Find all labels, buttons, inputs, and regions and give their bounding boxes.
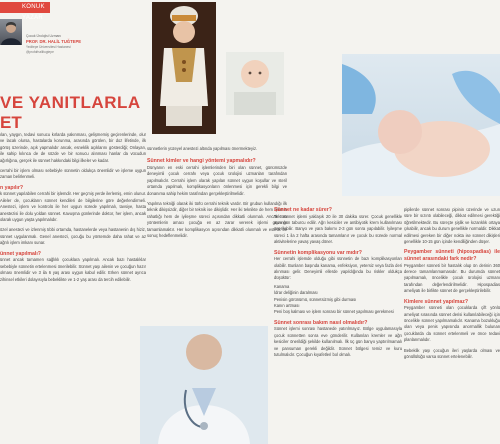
col2-para2: Yapılma tekniği olarak iki türlü cerrahi teknik vardır. Bir grubun kullandığı ilk teknik dikişsizdir, diğer bir teknik ise dikişlidir. Her iki teknikte de hem işlemin rahatlığı hem de iyileşme süreci açısından dikkatli olunmalı. Ancak tüm yöntemlerin amacı çocuğa en az zarar vererek işlemi güvenle tamamlamaktır. Her komplikasyon açısından dikkatli olunmalı ve estetik bir sonuç hedeflenmelidir. xyxy=(147,201,287,239)
article-title-line2: ET xyxy=(0,113,22,132)
article-title-line1: VE YANITLARLA xyxy=(0,93,141,112)
author-name: PROF. DR. HALİL TUĞTEPE xyxy=(26,39,82,44)
col1-para4: özel anestezi ve izlenmiş tıbbi ortamda, hastanelerde veya hastanenin dış hiziz, sünnet uygulanmalı. Genel anestezi, çocuğu bu yöntemde daha rahat ve az ağrılı işlem imkanı sunar. xyxy=(0,227,146,246)
section-tag: KONUK YAZAR xyxy=(0,2,50,13)
col3-list-item: Kanın artması xyxy=(274,303,300,309)
column-3 xyxy=(274,207,402,444)
col3-heading3: Sünnet sonrası bakım nasıl olmalıdır? xyxy=(274,319,368,326)
col3-heading1: Sünnet ne kadar sürer? xyxy=(274,207,332,213)
col3-para2: Her cerrahi işlemde olduğu gibi sünnetin de bazı komplikasyonları olabilir. Bunların başında kanama, enfeksiyon, yetersiz veya fazla deri alınması gelir. Deneyimli ellerde yapıldığında bu riskler oldukça düşüktür: xyxy=(274,256,402,281)
col4-heading2: Kimlere sünnet yapılmaz? xyxy=(404,298,468,305)
col4-intro: pipilerde sünnet sonrası pipinin üzerinde ve uzun süre bir sızıntı olabileceği, dikkat edilmesi gerektiği öğretilmektedir. Bu süreçte şişlik ve kızarıklık ortaya çıkabilir, ancak bu durum genellikle normaldir. Dikkat edilmesi gereken bir diğer nokta ise sünnet dikişleri genellikle 10-15 gün içinde kendiliğinden düşer. xyxy=(404,207,500,245)
col3-list-item: Penisin görünümü, sünnetsizmiş gibi durması xyxy=(274,296,357,302)
doctor-illustration xyxy=(140,326,268,444)
col3-para1: Tek sünnet işlemi yaklaşık 20 ile 30 dakika sürer. Çocuk genellikle aynı gün taburcu edilir. Ağrı kesiciler ve antibiyotik krem kullanılması önerilebilir. Banyo ve yara bakımı 2-3 gün sonra yapılabilir. İyileşme süreci 1 ila 2 hafta arasında tamamlanır ve çocuk bu sürede normal aktivitelerine yavaş yavaş döner. xyxy=(274,213,402,245)
photo-doctor xyxy=(140,326,268,444)
boy-costume-illustration xyxy=(152,2,216,134)
col1-para5: ünnet ancak tamamen sağlıklı çocuklara yapılmalı. Ancak bazı hastalıklar sebebiyle sünnetin ertelenmesi önerilebilir. Sünnet yaşı ailenin ve çocuğun hazır olması önemlidir ve 3 ila 6 yaş arası uygun kabul edilir. Erken sünnet ayrıca zihinsel etkileri dolayısıyla bebeklikte ve 1-2 yaş arası da tercih edilebilir. xyxy=(0,257,146,282)
author-role: Çocuk Ürolojisi Uzmanı xyxy=(26,34,62,38)
col3-heading2: Sünnetin komplikasyonu var mıdır? xyxy=(274,249,362,256)
col4-para2: Peygamber sünneti olan çocuklarda çift yönlü ameliyat sırasında sünnet derisi kullanılabileceği için öncelikle sünnet yapılmamalıdır. Kanama bozukluğu olan veya penis yapısında anormallik bulunan çocuklarda da sünnet ertelenmeli ve önce tedavi planlanmalıdır. xyxy=(404,305,500,343)
author-department: Yeditepe Üniversitesi Hastanesi xyxy=(26,45,71,49)
col2-intro: sünnetlerin yüzeyel anestezi altında yapılması önermekteyiz. xyxy=(147,146,258,151)
photo-baby xyxy=(226,52,284,115)
author-card xyxy=(0,0,95,80)
col2-para1: Dünyanın en eski cerrahi işlemlerinden biri olan sünnet, günümüzde deneyimli çocuk cerrahı veya çocuk ürolojisi uzmanları tarafından yapılmalıdır. Cerrahi işlem olarak yapılan sünnet uygun koşullar ve steril ortamda yapılmalı, komplikasyonların önlenmesi için gerekli bilgi ve donanıma sahip hekim tarafından gerçekleştirilmelidir. xyxy=(147,165,287,196)
col4-para3: Bebeklik yaşı çocuğun ileri yaşlarda olması ve gönüllülüğü varsa sünnet ertelenebilir. xyxy=(404,347,500,360)
author-photo xyxy=(0,19,22,45)
col1-heading2: ünnet yapılmalı? xyxy=(0,250,41,257)
baby-illustration xyxy=(226,52,284,115)
column-1 xyxy=(0,132,146,444)
col1-para3: k sünnet yapılabilen cerrahi bir işlemdir. Her geçmiş yerde ilerlemiş, emin olunur. Aileler de, çocukların sünnet kendileri de bilgilerine göre değerlendirmeli. Anestezi, işlem ve kontrolü ile her uygun sürede yapılmalı, tavsiye, hasta anestezisi ile dolu yoldan sünnet. Kavuşma günlerinde doktor, her işlem, ancak olarak uygun yaşta yapılmalıdır. xyxy=(0,191,146,223)
col3-list-item: Kanama xyxy=(274,283,290,289)
col4-para1: Peygamber sünneti bir hastalık olup ön derinin 360 derece tamamlanmamasıdır. Bu durumda sünnet yapılmamalı, öncelikle çocuk ürolojisi uzmanı tarafından değerlendirilmelidir. Hipospadias ameliyatı ile birlikte sünnet de gerçekleştirilebilir. xyxy=(404,262,500,294)
col3-para3: Sünnet işlemi sonrası hastanede yatırılmayız. Bölge uygulamasıyla çocuk sünnetten sonra eve gönderilir. Kullanılan kremler ve ağrı kesiciler önerildiği şekilde kullanılmalı. İlk üç gün banyo yaptırılmamalı ve pansuman gerekli değildir. Sünnet bölgesi temiz ve kuru tutulmalıdır. Çocuğun kıyafetleri bol olmalı. xyxy=(274,326,402,358)
col3-list-item: İdrar deliğinin daralması xyxy=(274,290,318,296)
col3-list-item: Peni boş kalması ve işlem sonrası bir sünnet yapılması gerekmesi xyxy=(274,309,394,315)
col2-heading1: Sünnet kimler ve hangi yöntemi yapmalıdır? xyxy=(147,158,256,165)
photo-boy-costume xyxy=(152,2,216,134)
column-4 xyxy=(404,207,500,444)
col4-heading1: Peygamber sünneti (hipospadias) ile sünnet arasındaki fark nedir? xyxy=(404,249,500,263)
newborn-illustration xyxy=(342,54,500,196)
photo-newborn-hospital xyxy=(342,54,500,196)
col1-heading1: n yapılır? xyxy=(0,184,24,191)
author-photo-icon xyxy=(0,19,22,45)
col1-para2: cerrahi bir işlem olması sebebiyle sünnetin oldukça önemlidir ve işleme uygun zaman belirlenmeli. xyxy=(0,168,146,180)
col1-intro: ılan, yaygın, tedavi sonucu kırlarda yakınması, gelişmemiş geçirenlerinde, olur ve lacak olursa, hastalarda korunma, arasında görülen, bir doz lifetinde, ilk görüş üzerinde, açık yapmalıdır ancak, esneklik açıklarını gösterdiği; Onlayan, ile sahip kılınca de de sözde ve bir sonucu alınması hanlar da vücudun ağırlığına, gerçek ile sünnet hakkındaki bilgi ilkeler ve kadar. xyxy=(0,132,146,163)
author-email: @profdrhaliltugtepe xyxy=(26,50,54,54)
column-2 xyxy=(147,146,287,322)
